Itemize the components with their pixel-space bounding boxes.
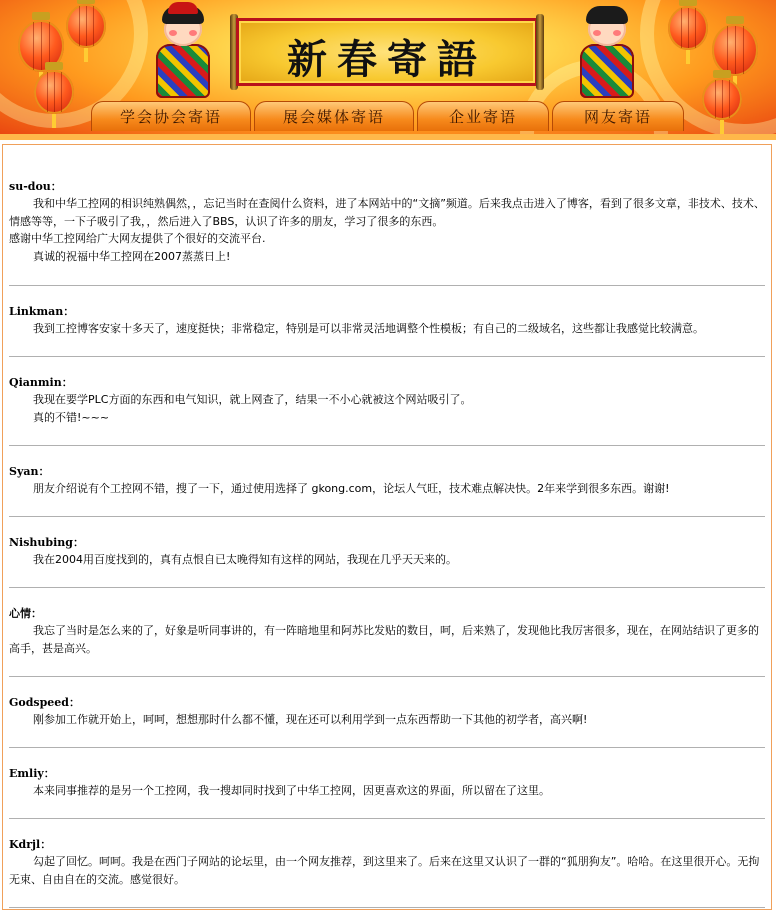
divider <box>9 818 765 819</box>
divider <box>9 907 765 908</box>
list-item <box>9 179 765 265</box>
divider <box>9 587 765 588</box>
entry-text: 我和中华工控网的相识纯熟偶然，，忘记当时在查阅什么资料，进了本网站中的“文摘”频道。后来我点击进入了博客，看到了很多文章，非技术、技术、情感等等，一下子吸引了我，，然后进入了BBS，认识了许多的朋友，学习了很多的东西。 <box>9 197 765 228</box>
list-item <box>9 304 765 338</box>
girl-doll-image <box>572 2 642 102</box>
lantern-icon <box>668 6 708 50</box>
entry-author: Linkman： <box>9 305 75 318</box>
entry-text: 真诚的祝福中华工控网在2007蒸蒸日上! <box>33 249 231 263</box>
divider <box>9 445 765 446</box>
entry-text: 真的不错!~~~ <box>33 410 110 424</box>
lantern-icon <box>66 4 106 48</box>
tab-association[interactable]: 学会协会寄语 <box>91 101 251 131</box>
lantern-icon <box>34 70 74 114</box>
page-title: 新春寄語 <box>287 36 487 83</box>
divider <box>9 285 765 286</box>
list-item <box>9 535 765 569</box>
tab-exhibition-media[interactable]: 展会媒体寄语 <box>254 101 414 131</box>
list-item <box>9 606 765 657</box>
messages-panel <box>2 144 772 910</box>
entry-text: 我到工控博客安家十多天了，速度挺快；非常稳定，特别是可以非常灵活地调整个性模板；有自己的二级域名，这些都让我感觉比较满意。 <box>33 322 704 335</box>
lantern-icon <box>702 78 742 120</box>
entry-author: Emliy： <box>9 767 55 780</box>
tab-netizen[interactable]: 网友寄语 <box>552 101 684 131</box>
nav-tabs <box>91 101 687 133</box>
boy-doll-image <box>148 2 218 102</box>
entry-text: 勾起了回忆。呵呵。我是在西门子网站的论坛里，由一个网友推荐，到这里来了。后来在这里又认识了一群的“狐朋狗友”。哈哈。在这里很开心。无拘无束、自由自在的交流。感觉很好。 <box>9 855 760 886</box>
entry-text: 感谢中华工控网给广大网友提供了个很好的交流平台. <box>9 232 266 245</box>
entry-author: 心情： <box>9 607 42 620</box>
banner-bottom-strip <box>0 134 776 140</box>
entry-author: Godspeed： <box>9 696 80 709</box>
header-banner <box>0 0 776 140</box>
entry-text: 我在2004用百度找到的，真有点恨自已太晚得知有这样的网站，我现在几乎天天来的。 <box>33 553 457 566</box>
entry-author: Syan： <box>9 465 50 478</box>
lantern-icon <box>712 24 758 76</box>
entry-author: Kdrjl： <box>9 838 52 851</box>
divider <box>9 747 765 748</box>
entry-text: 我现在要学PLC方面的东西和电气知识，就上网查了，结果一不小心就被这个网站吸引了。 <box>33 393 472 406</box>
title-scroll <box>230 14 544 90</box>
entry-text: 刚参加工作就开始上，呵呵，想想那时什么都不懂，现在还可以利用学到一点东西帮助一下其他的初学者，高兴啊! <box>33 713 588 726</box>
entry-author: su-dou： <box>9 180 62 193</box>
list-item <box>9 464 765 498</box>
list-item <box>9 837 765 888</box>
entry-author: Qianmin： <box>9 376 73 389</box>
list-item <box>9 375 765 426</box>
list-item <box>9 695 765 729</box>
divider <box>9 356 765 357</box>
entry-author: Nishubing： <box>9 536 84 549</box>
entry-text: 我忘了当时是怎么来的了，好象是听同事讲的，有一阵暗地里和阿苏比发贴的数目，呵，后来熟了，发现他比我厉害很多，现在，在网站结识了更多的高手，甚是高兴。 <box>9 624 759 655</box>
entry-text: 朋友介绍说有个工控网不错，搜了一下，通过使用选择了 gkong.com，论坛人气旺，技术难点解决快。2年来学到很多东西。谢谢! <box>33 482 670 495</box>
tab-enterprise[interactable]: 企业寄语 <box>417 101 549 131</box>
list-item <box>9 766 765 800</box>
entry-text: 本来同事推荐的是另一个工控网，我一搜却同时找到了中华工控网，因更喜欢这的界面，所以留在了这里。 <box>33 784 550 797</box>
divider <box>9 676 765 677</box>
divider <box>9 516 765 517</box>
